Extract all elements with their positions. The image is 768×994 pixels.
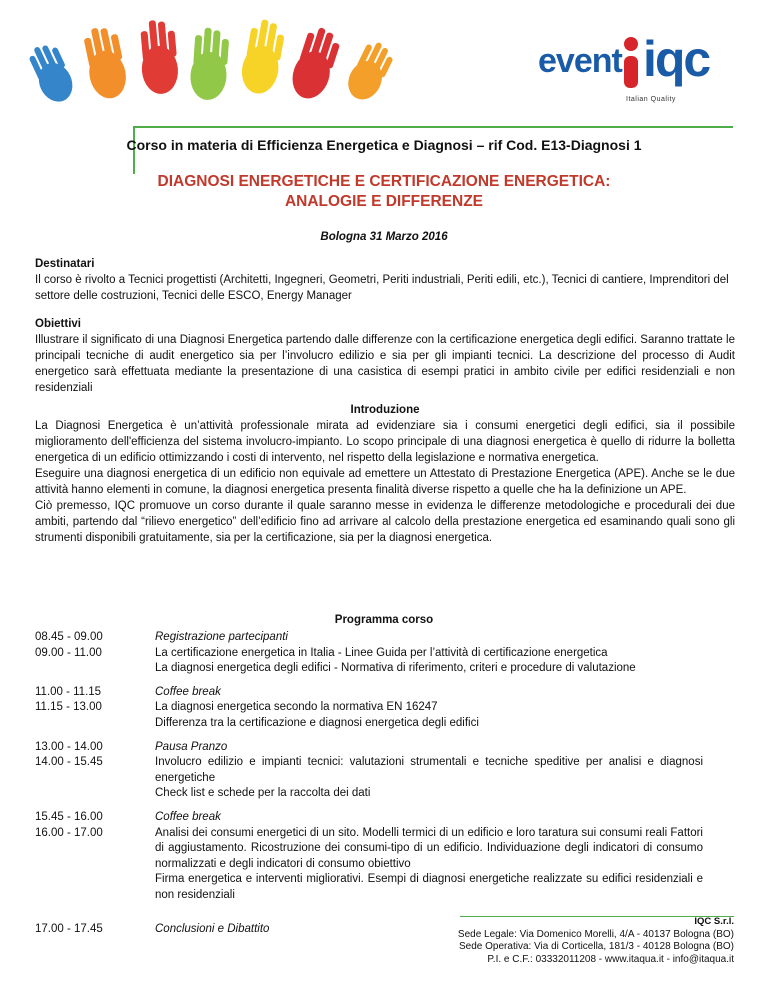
section-text: Illustrare il significato di una Diagnosi Energetica partendo dalle differenze con la certificazione energetica degli edifici. Saranno trattate le principali tecniche di audit energetico sia per l’involucro edilizio e sia per gli impianti tecnici. La descrizione del processo di Audit energetico sarà effettuata mediante la presentazione di una casistica di esempi pratici in ambito civile per edifici residenziali e non residenziali: [35, 334, 735, 394]
schedule-line: Pausa Pranzo: [155, 740, 228, 753]
header-rule: [133, 126, 733, 128]
section-obiettivi: [35, 316, 735, 396]
page-title: [0, 172, 768, 212]
footer-company: IQC S.r.l.: [694, 916, 734, 927]
program-heading: Programma corso: [334, 614, 434, 626]
schedule-description: [155, 630, 703, 646]
schedule-time: 14.00 - 15.45: [35, 756, 103, 769]
schedule-line: Analisi dei consumi energetici di un sito. Modelli termici di un edificio e loro taratura sui consumi reali Fattori di aggiustamento. Ricostruzione dei consumi-tipo di un edificio. Individuazione degli indicatori di consumo normalizzati e degli indicatori di consumo obiettivo: [155, 826, 703, 870]
program-schedule: [35, 630, 735, 937]
schedule-line: La certificazione energetica in Italia - Linee Guida per l’attività di certificazione energetica: [155, 646, 608, 659]
section-destinatari: [35, 256, 735, 304]
schedule-gap: [35, 677, 735, 685]
event-date: Bologna 31 Marzo 2016: [320, 231, 448, 243]
schedule-line: Firma energetica e interventi migliorativi. Esempi di diagnosi energetiche realizzate su edifici residenziali e non residenziali: [155, 873, 703, 901]
schedule-line: Coffee break: [155, 810, 221, 823]
schedule-time: 11.00 - 11.15: [35, 685, 102, 698]
section-heading: Destinatari: [35, 258, 95, 270]
footer-address-operational: Sede Operativa: Via di Corticella, 181/3 - 40128 Bologna (BO): [459, 941, 734, 952]
schedule-description: [155, 810, 703, 826]
course-reference: Corso in materia di Efficienza Energetica e Diagnosi – rif Cod. E13-Diagnosi 1: [126, 137, 642, 153]
eventi-iqc-logo: [538, 30, 738, 120]
schedule-time: 09.00 - 11.00: [35, 646, 102, 659]
schedule-time: 16.00 - 17.00: [35, 826, 103, 839]
schedule-row: [35, 810, 735, 826]
section-text: Il corso è rivolto a Tecnici progettisti (Architetti, Ingegneri, Geometri, Periti industriali, Periti edili, etc.), Tecnici di cantiere, Imprenditori del settore delle costruzioni, Tecnici delle ESCO, Energy Manager: [35, 274, 729, 302]
schedule-line: Check list e schede per la raccolta dei dati: [155, 787, 371, 800]
logo-iqc-text: iqc: [643, 31, 710, 87]
schedule-description: [155, 685, 703, 701]
schedule-line: Coffee break: [155, 685, 221, 698]
schedule-line: Differenza tra la certificazione e diagnosi energetica degli edifici: [155, 716, 479, 729]
section-heading: Introduzione: [350, 404, 420, 416]
schedule-row: [35, 700, 735, 731]
schedule-row: [35, 646, 735, 677]
footer: [458, 916, 734, 966]
schedule-description: [155, 740, 703, 756]
schedule-line: Involucro edilizio e impianti tecnici: valutazioni strumentali e tecniche speditive per analisi e diagnosi energetiche: [155, 756, 703, 784]
section-heading: Obiettivi: [35, 318, 82, 330]
footer-address-legal: Sede Legale: Via Domenico Morelli, 4/A - 40137 Bologna (BO): [457, 928, 734, 940]
schedule-line: La diagnosi energetica degli edifici - Normativa di riferimento, criteri e procedure di valutazione: [155, 662, 636, 675]
schedule-time: 08.45 - 09.00: [35, 631, 103, 643]
logo-event-text: event: [538, 42, 622, 80]
schedule-row: [35, 630, 735, 646]
schedule-time: 17.00 - 17.45: [35, 922, 103, 935]
intro-paragraph: Ciò premesso, IQC promuove un corso durante il quale saranno messe in evidenza le differenze metodologiche e procedurali dei due ambiti, partendo dal “rilievo energetico” dell’edificio fino ad arrivare al calcolo della prestazione energetica ed esaminando quali sono gli strumenti disponibili gratuitamente, sia per la certificazione, sia per la diagnosi energetica.: [35, 500, 735, 544]
footer-vat-contacts: P.I. e C.F.: 03332011208 - www.itaqua.it - info@itaqua.it: [487, 953, 734, 965]
schedule-line: La diagnosi energetica secondo la normativa EN 16247: [155, 701, 438, 714]
schedule-gap: [35, 802, 735, 810]
schedule-row: [35, 826, 735, 904]
schedule-row: [35, 740, 735, 756]
colored-hands-banner: [28, 8, 408, 126]
logo-mark-icon: [616, 34, 646, 94]
schedule-line: Conclusioni e Dibattito: [155, 922, 270, 935]
schedule-time: 11.15 - 13.00: [35, 701, 102, 714]
schedule-description: [155, 755, 703, 802]
schedule-gap: [35, 732, 735, 740]
logo-tagline: Italian Quality: [626, 96, 676, 103]
intro-paragraph: La Diagnosi Energetica è un’attività professionale mirata ad evidenziare sia i consumi energetici degli edifici, sia il possibile miglioramento dell'efficienza del sistema involucro-impianto. Lo scopo principale di una diagnosi energetica è quello di ridurre la bolletta energetica di un edificio ottimizzando i costi di intervento, nel rispetto della legislazione e normativa energetica.: [35, 420, 735, 464]
schedule-time: 13.00 - 14.00: [35, 740, 103, 753]
schedule-row: [35, 685, 735, 701]
title-line-1: DIAGNOSI ENERGETICHE E CERTIFICAZIONE ENERGETICA:: [157, 173, 611, 190]
schedule-description: [155, 700, 703, 731]
schedule-time: 15.45 - 16.00: [35, 810, 103, 823]
intro-paragraph: Eseguire una diagnosi energetica di un edificio non equivale ad emettere un Attestato di Prestazione Energetica (APE). Anche se le due attività hanno elementi in comune, la diagnosi energetica presenta finalità diverse rispetto a quelle che ha la definizione un APE.: [35, 468, 735, 496]
schedule-line: Registrazione partecipanti: [155, 631, 288, 643]
schedule-description: [155, 826, 703, 904]
schedule-row: [35, 755, 735, 802]
section-introduzione: [35, 402, 735, 546]
schedule-description: [155, 646, 703, 677]
title-line-2: ANALOGIE E DIFFERENZE: [284, 193, 484, 210]
